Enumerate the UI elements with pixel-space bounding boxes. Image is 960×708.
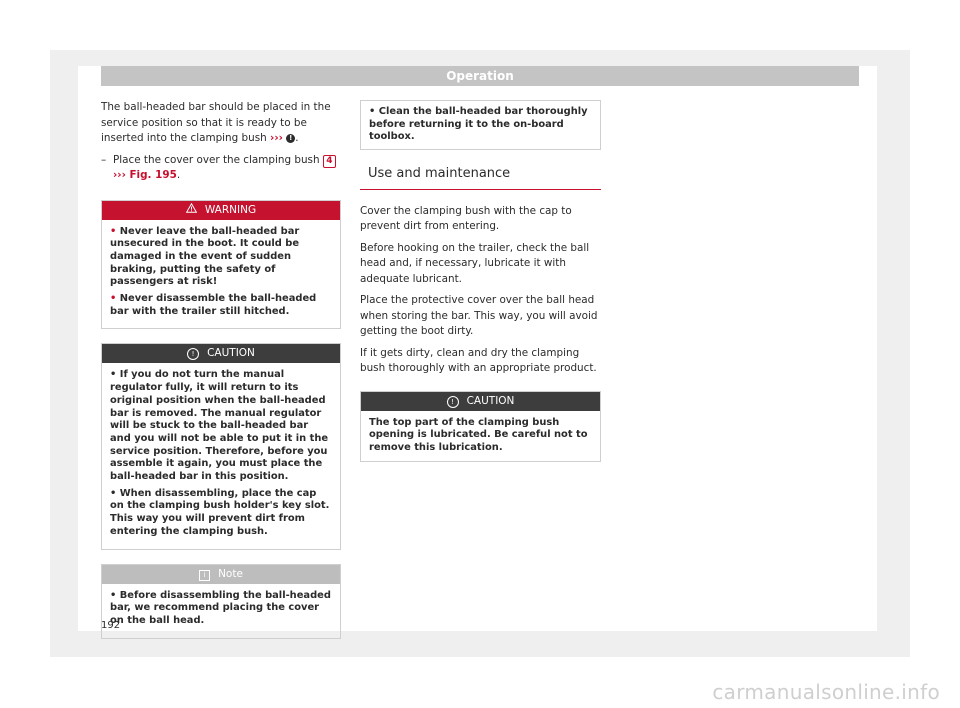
intro-text: The ball-headed bar should be placed in the service position so that it is ready to be inserted into the clamping bush [101, 101, 331, 144]
intro-paragraph [101, 100, 341, 147]
caution-title: CAUTION [207, 347, 255, 360]
caution-header [102, 344, 340, 363]
warning-triangle-icon [186, 201, 197, 220]
step-content [113, 153, 336, 184]
warning-body [102, 220, 340, 329]
step-end: . [176, 169, 181, 181]
note-box [101, 564, 341, 639]
caution-title-2: CAUTION [466, 394, 515, 407]
continued-item-text: Clean the ball-headed bar thoroughly before returning it to the on-board toolbox. [369, 106, 588, 143]
note-title: Note [218, 567, 243, 580]
note-body [102, 584, 340, 638]
warning-title: WARNING [204, 203, 257, 216]
callout-number: 4 [323, 155, 336, 168]
body-paragraph: Before hooking on the trailer, check the ball head and, if necessary, lubricate it with adequate lubricant. [360, 241, 590, 285]
note-info-icon: i [199, 570, 210, 581]
caution-item-text: When disassembling, place the cap on the clamping bush holder's key slot. This way you will prevent dirt from entering the clamping bush. [110, 487, 330, 537]
page-header: Operation [101, 66, 859, 86]
caution-item: • When disassembling, place the cap on the clamping bush holder's key slot. This way you will prevent dirt from entering the clamping bush. [110, 487, 330, 537]
continued-box: • Clean the ball-headed bar thoroughly before returning it to the on-board toolbox. [360, 100, 601, 150]
left-column [101, 100, 341, 653]
figure-ref-link[interactable]: ››› Fig. 195 [113, 169, 177, 181]
note-item: • Before disassembling the ball-headed bar, we recommend placing the cover on the ball head. [110, 589, 331, 626]
body-paragraph: If it gets dirty, clean and dry the clamping bush thoroughly with an appropriate product. [360, 346, 597, 375]
warning-item: • Never disassemble the ball-headed bar with the trailer still hitched. [110, 293, 317, 317]
caution-box [101, 343, 341, 549]
middle-column [360, 100, 601, 476]
step-text: Place the cover over the clamping bush [113, 153, 320, 166]
warning-item: • Never leave the ball-headed bar unsecured in the boot. It could be damaged in the event of sudden braking, putting the safety of passengers at risk! [110, 225, 300, 288]
warning-header [102, 201, 340, 220]
watermark: carmanualsonline.info [712, 680, 940, 704]
note-item-text: Before disassembling the ball-headed bar, we recommend placing the cover on the ball head. [110, 589, 331, 626]
page-number: 192 [101, 620, 121, 631]
warning-item-text: Never disassemble the ball-headed bar with the trailer still hitched. [110, 293, 317, 317]
caution-body [102, 363, 340, 548]
caution-header-2 [361, 392, 600, 411]
warning-item-text: Never leave the ball-headed bar unsecured in the boot. It could be damaged in the event of sudden braking, putting the safety of passengers at risk! [110, 225, 300, 288]
step-dash: – [101, 153, 107, 166]
section-title: Use and maintenance [360, 166, 601, 190]
note-header [102, 565, 340, 584]
exclamation-dot-icon: ! [286, 134, 295, 143]
intro-end: . [295, 132, 299, 144]
caution-item: • If you do not turn the manual regulator fully, it will return to its original position when the ball-headed bar is removed. The manual regulator will be stuck to the ball-headed bar and you will not be able to put it in the service position. Therefore, before you assemble it again, you must place the ball-headed bar in this position. [110, 369, 329, 483]
step-item [101, 153, 341, 184]
caution-circle-icon: ! [187, 348, 199, 360]
body-paragraph: Place the protective cover over the ball head when storing the bar. This way, you will avoid getting the boot dirty. [360, 294, 598, 338]
warning-box [101, 200, 341, 330]
caution-box-2 [360, 391, 601, 462]
intro-ref-arrow[interactable]: ››› [270, 132, 283, 144]
caution-circle-icon: ! [447, 396, 459, 408]
caution-body-2: The top part of the clamping bush opening is lubricated. Be careful not to remove this lubrication. [369, 416, 588, 454]
body-paragraph: Cover the clamping bush with the cap to prevent dirt from entering. [360, 204, 572, 233]
caution-item-text: If you do not turn the manual regulator fully, it will return to its original position when the ball-headed bar is removed. The manual regulator will be stuck to the ball-headed bar and you will not be able to put it in the service position. Therefore, before you assemble it again, you must place the ball-headed bar in this position. [110, 369, 329, 483]
